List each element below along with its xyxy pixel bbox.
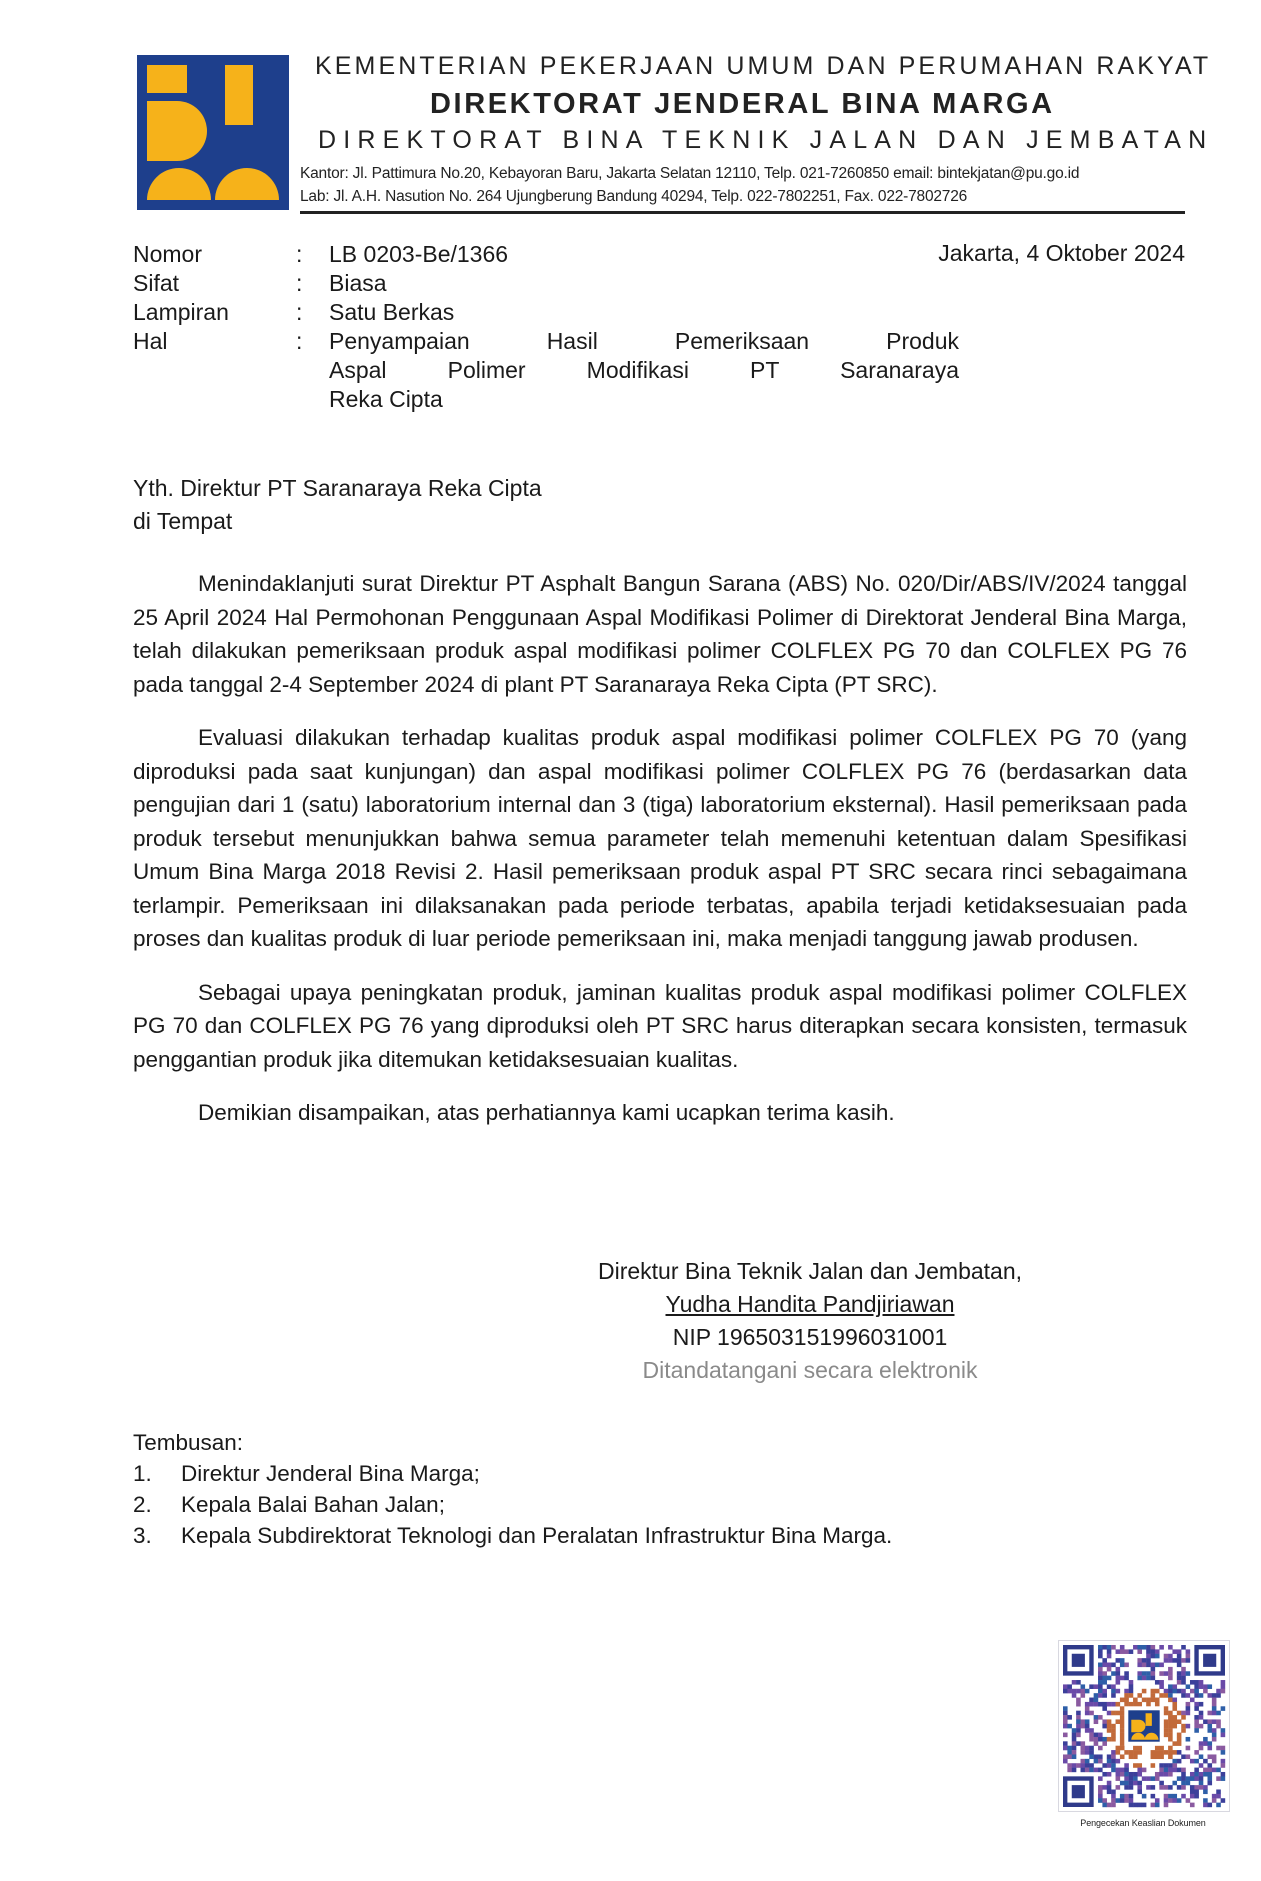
meta-colon: : [296, 328, 303, 354]
letterhead-divider [300, 211, 1185, 214]
meta-value: Biasa [329, 270, 387, 296]
list-item-text: Kepala Balai Bahan Jalan; [181, 1492, 445, 1517]
body-paragraph: Evaluasi dilakukan terhadap kualitas produk aspal modifikasi polimer COLFLEX PG 70 (yang diproduksi pada saat kunjungan) dan aspal modifikasi polimer COLFLEX PG 76 (berdasarkan data pengujian dari 1 (satu) laboratorium internal dan 3 (tiga) laboratorium eksternal). Hasil pemeriksaan pada produk tersebut menunjukkan bahwa semua parameter telah memenuhi ketentuan dalam Spesifikasi Umum Bina Marga 2018 Revisi 2. Hasil pemeriksaan produk aspal PT SRC secara rinci sebagaimana terlampir. Pemeriksaan ini dilaksanakan pada periode terbatas, apabila terjadi ketidaksesuaian pada proses dan kualitas produk di luar periode pemeriksaan ini, maka menjadi tanggung jawab produsen. [133, 725, 1187, 951]
addressee-line: Yth. Direktur PT Saranaraya Reka Cipta [133, 475, 542, 501]
list-item [133, 1489, 892, 1520]
meta-colon: : [296, 270, 303, 296]
ministry-name: KEMENTERIAN PEKERJAAN UMUM DAN PERUMAHAN RAKYAT [315, 52, 1212, 80]
meta-value: LB 0203-Be/1366 [329, 241, 509, 267]
list-item [133, 1520, 892, 1551]
subject-line: Reka Cipta [329, 386, 443, 412]
list-item-number: 1. [133, 1461, 152, 1486]
qr-verification [1058, 1640, 1228, 1838]
qr-caption: Pengecekan Keaslian Dokumen [1080, 1818, 1206, 1828]
list-item-text: Direktur Jenderal Bina Marga; [181, 1461, 480, 1486]
signature-block [520, 1255, 1100, 1387]
directorate-general-name: DIREKTORAT JENDERAL BINA MARGA [430, 88, 1055, 120]
list-item-number: 3. [133, 1523, 152, 1548]
lab-address: Lab: Jl. A.H. Nasution No. 264 Ujungberung Bandung 40294, Telp. 022-7802251, Fax. 022-7802726 [300, 188, 968, 205]
carbon-copy-list [133, 1427, 892, 1551]
signatory-name: Yudha Handita Pandjiriawan [665, 1291, 955, 1317]
signatory-nip: NIP 196503151996031001 [672, 1324, 948, 1350]
cc-heading: Tembusan: [133, 1430, 244, 1455]
list-item-text: Kepala Subdirektorat Teknologi dan Peralatan Infrastruktur Bina Marga. [181, 1523, 893, 1548]
meta-colon: : [296, 241, 303, 267]
body-paragraph: Sebagai upaya peningkatan produk, jaminan kualitas produk aspal modifikasi polimer COLFLEX PG 70 dan COLFLEX PG 76 yang diproduksi oleh PT SRC harus diterapkan secara konsisten, termasuk penggantian produk jika ditemukan ketidaksesuaian kualitas. [133, 979, 1187, 1072]
meta-label: Nomor [133, 241, 203, 267]
letter-date: Jakarta, 4 Oktober 2024 [938, 240, 1185, 266]
list-item [133, 1458, 892, 1489]
qr-code-icon[interactable] [1058, 1640, 1230, 1812]
meta-label: Lampiran [133, 299, 229, 325]
body-paragraph: Demikian disampaikan, atas perhatiannya kami ucapkan terima kasih. [198, 1100, 895, 1125]
subject-line: Aspal Polimer Modifikasi PT Saranaraya [329, 357, 959, 383]
body-paragraph: Menindaklanjuti surat Direktur PT Asphalt Bangun Sarana (ABS) No. 020/Dir/ABS/IV/2024 tanggal 25 April 2024 Hal Permohonan Penggunaan Aspal Modifikasi Polimer di Direktorat Jenderal Bina Marga, telah dilakukan pemeriksaan produk aspal modifikasi polimer COLFLEX PG 70 dan COLFLEX PG 76 pada tanggal 2-4 September 2024 di plant PT Saranaraya Reka Cipta (PT SRC). [133, 571, 1187, 697]
subject-text [329, 327, 959, 414]
meta-colon: : [296, 299, 303, 325]
meta-label: Sifat [133, 270, 180, 296]
letter-body [133, 567, 1187, 1150]
pu-logo-icon [137, 55, 289, 210]
meta-value: Satu Berkas [329, 299, 455, 325]
electronic-signature-note: Ditandatangani secara elektronik [642, 1357, 978, 1383]
signatory-title: Direktur Bina Teknik Jalan dan Jembatan, [597, 1258, 1023, 1284]
list-item-number: 2. [133, 1492, 152, 1517]
office-address: Kantor: Jl. Pattimura No.20, Kebayoran Baru, Jakarta Selatan 12110, Telp. 021-7260850 email: bintekjatan@pu.go.id [300, 165, 1080, 182]
meta-label: Hal [133, 328, 168, 354]
subject-line: Penyampaian Hasil Pemeriksaan Produk [329, 328, 959, 354]
directorate-name: DIREKTORAT BINA TEKNIK JALAN DAN JEMBATAN [318, 126, 1214, 154]
addressee-line: di Tempat [133, 508, 233, 534]
addressee [133, 472, 542, 538]
